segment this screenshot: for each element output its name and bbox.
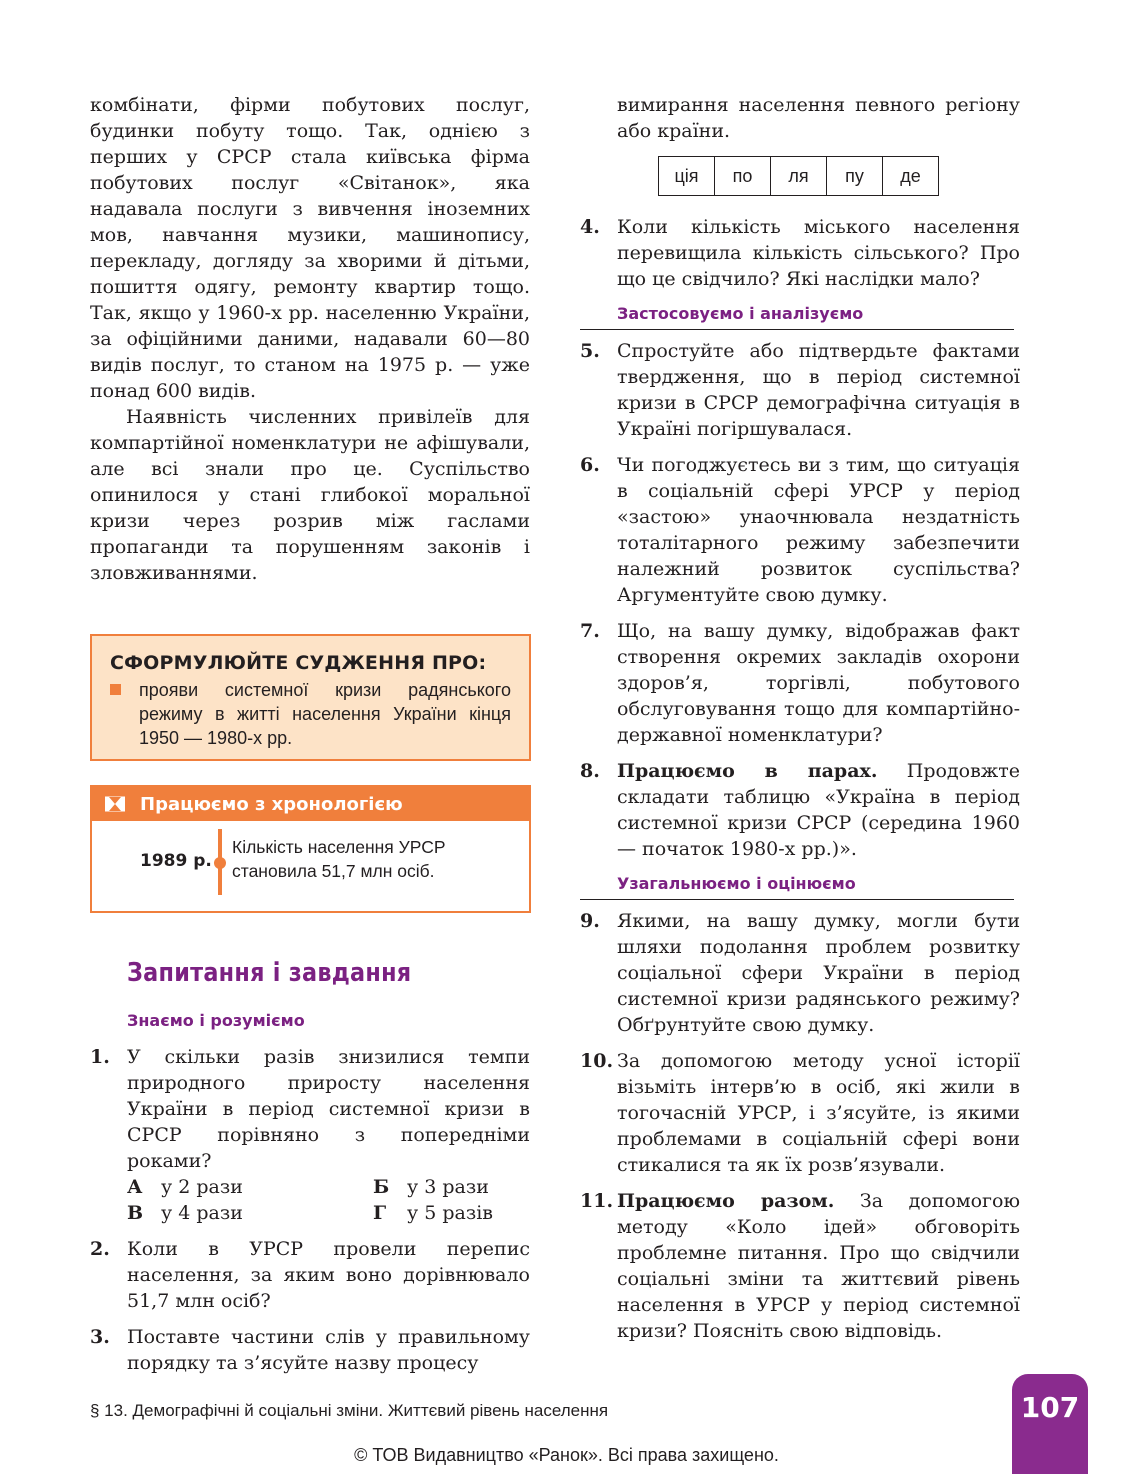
syllable-cell: де [882, 156, 939, 196]
body-paragraph-1: комбінати, фірми побутових послуг, будинки побуту тощо. Так, однією з перших у СРСР стала київська фірма побутових послуг «Світанок», яка надавала послуги з вивчення іноземних мов, навчання музики, машинопису, перекладу, догляду за хворими й дітьми, пошиття одягу, ремонту квартир тощо. Так, якщо у 1960-х рр. населенню України, за офіційними даними, надавали 60—80 видів послуг, то станом на 1975 р. — уже понад 600 видів. [90, 94, 530, 402]
chronology-text [232, 835, 446, 883]
question-2 [90, 1236, 530, 1314]
syllable-cell: пу [826, 156, 883, 196]
answer-options [127, 1174, 530, 1226]
question-number: 7. [580, 620, 600, 642]
question-text: За допомогою методу усної історії візьміть інтерв’ю в осіб, які жили в тогочасній УРСР, і з’ясуйте, із якими проблемами в соціальній сфері вони стикалися та як їх розв’язували. [617, 1050, 1020, 1176]
question-text: Спростуйте або підтвердьте фактами твердження, що в період системної кризи в СРСР демографічна ситуація в Україні погіршувалася. [617, 340, 1020, 440]
chronology-year: 1989 р. [140, 851, 212, 871]
question-number: 11. [580, 1190, 614, 1212]
question-9 [580, 908, 1020, 1038]
footer-section-title: § 13. Демографічні й соціальні зміни. Життєвий рівень населення [90, 1401, 609, 1420]
question-7 [580, 618, 1020, 748]
answer-option-b: Б у 3 рази [373, 1176, 489, 1198]
question-text: У скільки разів знизилися темпи природного приросту населення України в період системної кризи в СРСР порівняно з попередніми роками? [127, 1046, 530, 1172]
chronology-box [90, 785, 531, 913]
question-number: 3. [90, 1326, 110, 1348]
question-bold-lead: Працюємо в парах. [617, 760, 878, 782]
right-column [580, 92, 1020, 1344]
subheading-apply-analyze: Застосовуємо і аналізуємо [617, 304, 864, 323]
judgement-box-item-text: прояви системної кризи радянського режиму в житті населення України кінця 1950 — 1980-х рр. [139, 680, 511, 748]
question-text: Чи погоджуєтесь ви з тим, що ситуація в соціальній сфері УРСР у період «застою» унаочнювала нездатність тоталітарного режиму забезпечити належний розвиток суспільства? Аргументуйте свою думку. [617, 454, 1020, 606]
square-bullet-icon [110, 684, 121, 695]
syllable-table [659, 156, 1020, 196]
question-number: 9. [580, 910, 600, 932]
syllable-cell: ція [658, 156, 715, 196]
hourglass-icon [104, 793, 126, 815]
answer-option-c: В у 4 рази [127, 1202, 243, 1224]
question-8 [580, 758, 1020, 862]
question-text: Поставте частини слів у правильному порядку та з’ясуйте назву процесу [127, 1326, 530, 1374]
question-text: Коли в УРСР провели перепис населення, за яким воно дорівнювало 51,7 млн осіб? [127, 1238, 530, 1312]
question-number: 5. [580, 340, 600, 362]
question-text: Що, на вашу думку, відображав факт створення окремих закладів охорони здоров’я, торгівлі, побутового обслуговування тощо для компартійно-державної номенклатури? [617, 620, 1020, 746]
judgement-box-item [110, 678, 511, 750]
syllable-cell: по [714, 156, 771, 196]
question-5 [580, 338, 1020, 442]
chronology-text-line-1: Кількість населення УРСР [232, 837, 446, 857]
question-11 [580, 1188, 1020, 1344]
question-text: Коли кількість міського населення перевищила кількість сільського? Про що це свідчило? Які наслідки мало? [617, 216, 1020, 290]
question-bold-lead: Працюємо разом. [617, 1190, 835, 1212]
left-column [90, 92, 530, 586]
question-number: 10. [580, 1050, 614, 1072]
syllable-cell: ля [770, 156, 827, 196]
subheading-generalize-evaluate: Узагальнюємо і оцінюємо [617, 874, 856, 893]
question-text: Якими, на вашу думку, могли бути шляхи подолання проблем розвитку соціальної сфери України в період системної кризи радянського режиму? Обґрунтуйте свою думку. [617, 910, 1020, 1036]
page-number: 107 [1012, 1374, 1088, 1474]
question-text: За допомогою методу «Коло ідей» обговоріть проблемне питання. Про що свідчили соціальні зміни та життєвий рівень населення в УРСР у період системної кризи? Поясніть свою відповідь. [617, 1190, 1020, 1342]
question-6 [580, 452, 1020, 608]
copyright-notice: © ТОВ Видавництво «Ранок». Всі права захищено. [354, 1445, 779, 1465]
question-number: 1. [90, 1046, 110, 1068]
chronology-body [92, 821, 529, 913]
question-text: Продовжте складати таблицю «Україна в період системної кризи СРСР (середина 1960 — початок 1980-х рр.)». [617, 760, 1021, 860]
timeline-dot [214, 857, 226, 869]
question-4 [580, 214, 1020, 292]
judgement-box [90, 634, 531, 761]
subheading-apply-analyze-row [580, 304, 1014, 330]
question-number: 2. [90, 1238, 110, 1260]
question-10 [580, 1048, 1020, 1178]
left-questions [90, 1011, 530, 1376]
question-3 [90, 1324, 530, 1376]
question-text-continued: вимирання населення певного регіону або країни. [617, 94, 1020, 142]
body-paragraph-2: Наявність численних привілеїв для компартійної номенклатури не афішували, але всі знали про це. Суспільство опинилося у стані глибокої моральної кризи через розрив між гаслами пропаганди та порушенням законів і зловживаннями. [90, 406, 530, 584]
questions-section-title: Запитання і завдання [127, 958, 412, 988]
question-1 [90, 1044, 530, 1226]
answer-option-d: Г у 5 разів [373, 1202, 493, 1224]
chronology-text-line-2: становила 51,7 млн осіб. [232, 861, 435, 881]
question-number: 6. [580, 454, 600, 476]
chronology-header [92, 787, 529, 821]
question-number: 4. [580, 216, 600, 238]
subheading-generalize-evaluate-row [580, 874, 1014, 900]
judgement-box-title: СФОРМУЛЮЙТЕ СУДЖЕННЯ ПРО: [110, 652, 487, 674]
question-number: 8. [580, 760, 600, 782]
chronology-title: Працюємо з хронологією [140, 793, 403, 815]
answer-option-a: А у 2 рази [127, 1176, 243, 1198]
question-3-continued [580, 92, 1020, 144]
subheading-know-understand: Знаємо і розуміємо [127, 1011, 305, 1030]
